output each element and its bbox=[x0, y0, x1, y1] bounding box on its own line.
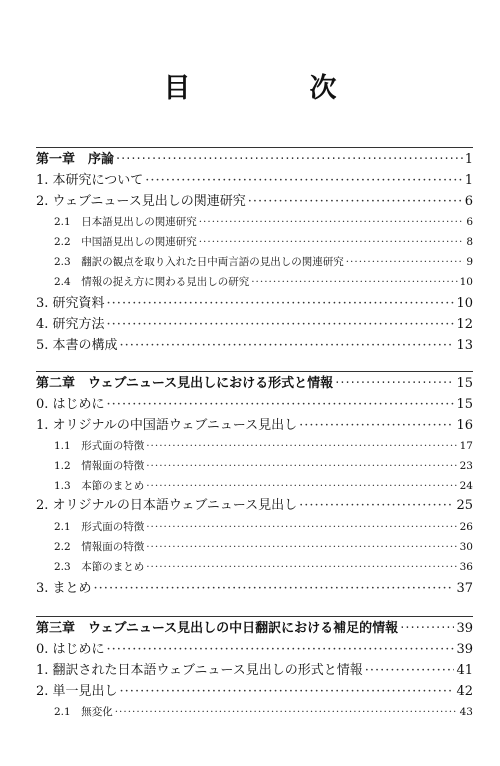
toc-entry-label: 2. ウェブニュース見出しの関連研究 bbox=[36, 194, 246, 209]
toc-entry[interactable] bbox=[40, 233, 473, 251]
toc-entry[interactable] bbox=[36, 683, 473, 701]
toc-entry[interactable] bbox=[40, 538, 473, 556]
toc-entry-label: 0. はじめに bbox=[36, 397, 105, 412]
toc-page-number: 39 bbox=[456, 642, 473, 657]
toc-dot-leader bbox=[146, 538, 457, 556]
toc-entry[interactable] bbox=[40, 477, 473, 495]
toc-page-number: 43 bbox=[459, 706, 473, 718]
toc-entry-label: 3. 研究資料 bbox=[36, 296, 105, 311]
toc-dot-leader bbox=[107, 641, 455, 659]
toc-entry[interactable] bbox=[40, 518, 473, 536]
toc-entry[interactable] bbox=[36, 316, 473, 334]
toc-dot-leader bbox=[199, 213, 465, 231]
toc-page-number: 12 bbox=[456, 317, 473, 332]
toc-entry-label: 1. 本研究について bbox=[36, 173, 144, 188]
toc-entry-label: 2. 単一見出し bbox=[36, 684, 118, 699]
toc-entry-label: 1.3 本節のまとめ bbox=[54, 480, 145, 492]
toc-entry-label: 2.4 情報の捉え方に関わる見出しの研究 bbox=[54, 276, 250, 288]
toc-page-number: 13 bbox=[456, 338, 473, 353]
toc-entry[interactable] bbox=[36, 417, 473, 435]
toc-dot-leader bbox=[120, 683, 455, 701]
toc-entry[interactable] bbox=[40, 558, 473, 576]
toc-entry-label: 2.2 中国語見出しの関連研究 bbox=[54, 236, 197, 248]
toc-page-number: 24 bbox=[459, 480, 473, 492]
toc-page-number: 25 bbox=[456, 498, 473, 513]
toc-entry[interactable] bbox=[36, 193, 473, 211]
toc-entry[interactable] bbox=[36, 497, 473, 515]
toc-dot-leader bbox=[107, 295, 455, 313]
toc-entry[interactable] bbox=[40, 213, 473, 231]
toc-dot-leader bbox=[335, 375, 454, 393]
toc-dot-leader bbox=[94, 580, 455, 598]
toc-dot-leader bbox=[251, 273, 457, 291]
toc-entry[interactable] bbox=[36, 172, 473, 190]
page-title: 目 次 bbox=[163, 73, 383, 104]
chapter-divider bbox=[36, 616, 473, 617]
toc-page-number: 26 bbox=[459, 521, 473, 533]
toc-dot-leader bbox=[146, 437, 457, 455]
toc-dot-leader bbox=[299, 417, 454, 435]
toc-page-number: 41 bbox=[456, 663, 473, 678]
toc-entry-label: 2. オリジナルの日本語ウェブニュース見出し bbox=[36, 498, 298, 513]
toc-page-number: 37 bbox=[456, 581, 473, 596]
toc-entry-label: 2.3 翻訳の観点を取り入れた日中両言語の見出しの関連研究 bbox=[54, 256, 344, 268]
toc-entry-label: 2.1 無変化 bbox=[54, 706, 113, 718]
toc-dot-leader bbox=[120, 337, 455, 355]
toc-page-number: 15 bbox=[456, 376, 473, 391]
toc-dot-leader bbox=[145, 172, 462, 190]
toc-entry-label: 2.1 形式面の特徴 bbox=[54, 521, 145, 533]
toc-entry[interactable] bbox=[40, 457, 473, 475]
toc-dot-leader bbox=[146, 477, 457, 495]
chapter-divider bbox=[36, 371, 473, 372]
toc-page-number: 17 bbox=[459, 440, 473, 452]
toc-entry-label: 第三章 ウェブニュース見出しの中日翻訳における補足的情報 bbox=[36, 621, 399, 636]
toc-entry-label: 第二章 ウェブニュース見出しにおける形式と情報 bbox=[36, 376, 334, 391]
toc-dot-leader bbox=[248, 193, 463, 211]
toc-entry-label: 2.3 本節のまとめ bbox=[54, 561, 145, 573]
toc-dot-leader bbox=[199, 233, 465, 251]
toc-entry-label: 2.2 情報面の特徴 bbox=[54, 541, 145, 553]
chapter-divider bbox=[36, 147, 473, 148]
toc-entry[interactable] bbox=[40, 703, 473, 721]
toc-dot-leader bbox=[146, 558, 457, 576]
toc-entry[interactable] bbox=[36, 295, 473, 313]
toc-page-number: 1 bbox=[464, 152, 473, 167]
toc-page-number: 15 bbox=[456, 397, 473, 412]
toc-chapter-entry[interactable] bbox=[36, 151, 473, 169]
toc-entry-label: 5. 本書の構成 bbox=[36, 338, 118, 353]
toc-entry-label: 2.1 日本語見出しの関連研究 bbox=[54, 216, 197, 228]
toc-chapter-entry[interactable] bbox=[36, 375, 473, 393]
toc-dot-leader bbox=[346, 253, 465, 271]
toc-entry-label: 1.2 情報面の特徴 bbox=[54, 460, 145, 472]
toc-dot-leader bbox=[107, 316, 455, 334]
toc-dot-leader bbox=[365, 662, 455, 680]
toc-dot-leader bbox=[400, 620, 454, 638]
toc-page-number: 9 bbox=[466, 256, 473, 268]
toc-entry-label: 1. オリジナルの中国語ウェブニュース見出し bbox=[36, 418, 298, 433]
toc-entry[interactable] bbox=[36, 396, 473, 414]
toc-dot-leader bbox=[299, 497, 454, 515]
toc-entry-label: 3. まとめ bbox=[36, 581, 92, 596]
toc-dot-leader bbox=[146, 457, 457, 475]
toc-entry[interactable] bbox=[36, 662, 473, 680]
toc-dot-leader bbox=[107, 396, 455, 414]
toc-page-number: 39 bbox=[456, 621, 473, 636]
toc-entry-label: 1.1 形式面の特徴 bbox=[54, 440, 145, 452]
toc-entry[interactable] bbox=[36, 641, 473, 659]
toc-entry-label: 4. 研究方法 bbox=[36, 317, 105, 332]
toc-page-number: 10 bbox=[459, 276, 473, 288]
toc-entry-label: 第一章 序論 bbox=[36, 152, 115, 167]
toc-entry-label: 0. はじめに bbox=[36, 642, 105, 657]
toc-dot-leader bbox=[115, 703, 458, 721]
toc-dot-leader bbox=[146, 518, 457, 536]
toc-page-number: 42 bbox=[456, 684, 473, 699]
toc-page-number: 6 bbox=[466, 216, 473, 228]
toc-page-number: 10 bbox=[456, 296, 473, 311]
toc-page-number: 8 bbox=[466, 236, 473, 248]
toc-page-number: 23 bbox=[459, 460, 473, 472]
toc-entry[interactable] bbox=[36, 337, 473, 355]
toc-entry[interactable] bbox=[36, 580, 473, 598]
toc-entry[interactable] bbox=[40, 437, 473, 455]
toc-page-number: 16 bbox=[456, 418, 473, 433]
toc-chapter-entry[interactable] bbox=[36, 620, 473, 638]
toc-page-number: 1 bbox=[464, 173, 473, 188]
toc-page-number: 36 bbox=[459, 561, 473, 573]
toc-entry[interactable] bbox=[40, 253, 473, 271]
toc-page-number: 6 bbox=[464, 194, 473, 209]
toc-entry[interactable] bbox=[40, 273, 473, 291]
toc-entry-label: 1. 翻訳された日本語ウェブニュース見出しの形式と情報 bbox=[36, 663, 363, 678]
toc-page-number: 30 bbox=[459, 541, 473, 553]
toc-dot-leader bbox=[116, 151, 463, 169]
